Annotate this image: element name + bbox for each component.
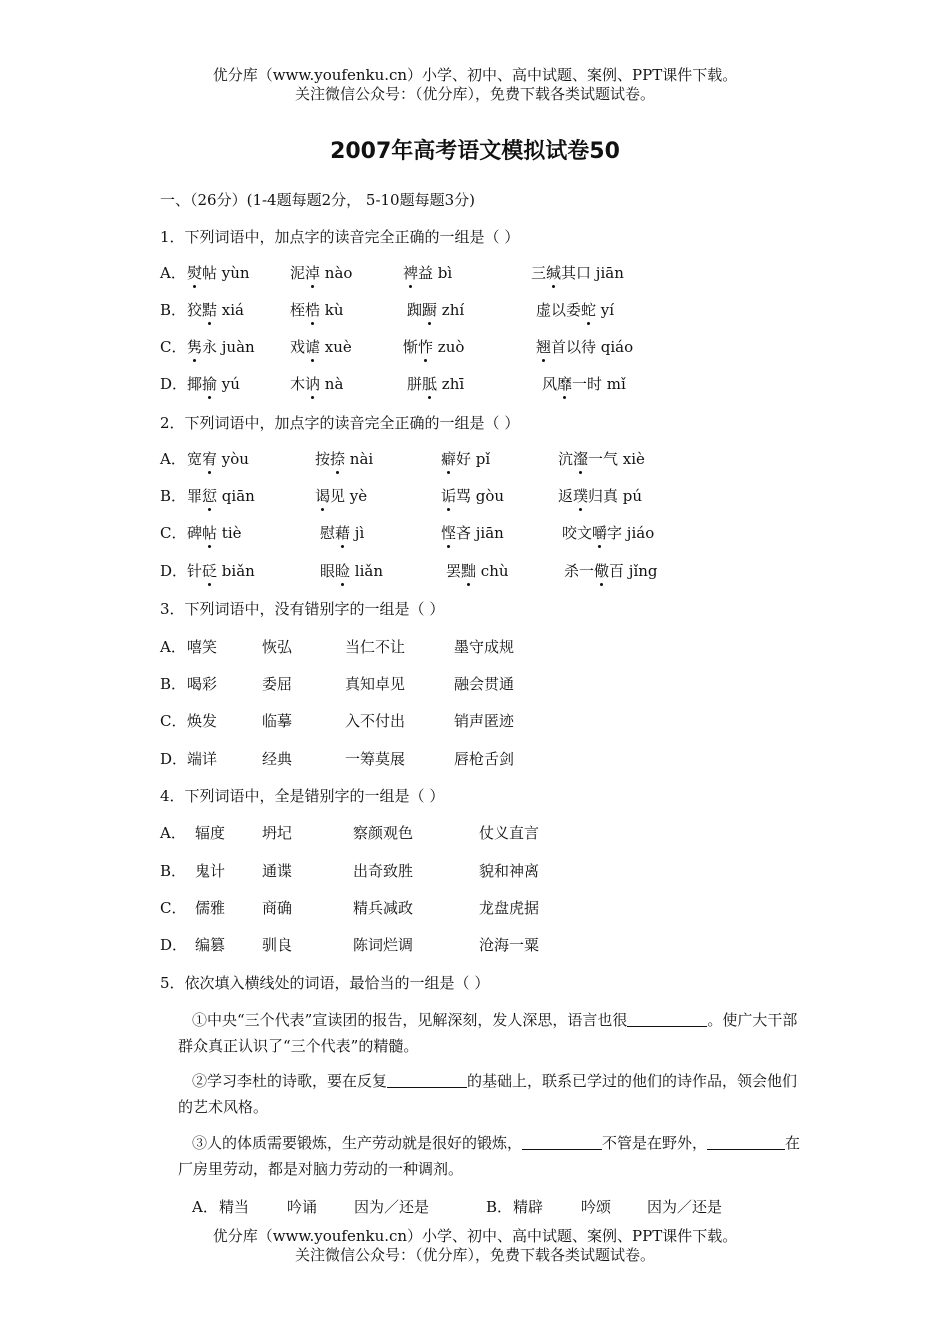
q3-stem: 3．下列词语中，没有错别字的一组是（ ） — [160, 600, 445, 618]
q2-c-word-3: 悭吝 jiān — [441, 524, 504, 542]
q2-b-word-3: 诟骂 gòu — [441, 487, 505, 505]
q5-sentence-1: ①中央“三个代表”宣读团的报告，见解深刻，发人深思，语言也很 。使广大干部群众真正认识了“三个代表”的精髓。 — [178, 1011, 798, 1055]
q1-a-word-2: 泥淖 nào — [290, 264, 353, 282]
q5-blank-4-end — [737, 1133, 785, 1150]
q2-d-word-4: 杀一儆百 jǐng — [564, 562, 658, 580]
q1-stem: 1．下列词语中，加点字的读音完全正确的一组是（ ） — [160, 228, 520, 246]
q5-blank-2 — [387, 1071, 467, 1088]
q5-blank-1 — [627, 1010, 707, 1027]
q1-a-word-1: 熨帖 yùn — [187, 264, 250, 282]
section-heading: 一、（26分）(1-4题每题2分， 5-10题每题3分) — [160, 191, 476, 209]
q2-b-word-4: 返璞归真 pú — [558, 487, 643, 505]
header-line-1: 优分库（www.youfenku.cn）小学、初中、高中试题、案例、PPT课件下载。 — [212, 66, 738, 84]
q2-a-word-2: 按捺 nài — [315, 450, 374, 468]
q2-a-word-1: 宽宥 yòu — [187, 450, 249, 468]
q2-d-word-2: 眼睑 liǎn — [320, 562, 383, 580]
q1-a-word-3: 裨益 bì — [403, 264, 453, 282]
q2-a-word-3: 癖好 pǐ — [441, 450, 491, 468]
footer-line-2: 关注微信公众号：（优分库），免费下载各类试题试卷。 — [294, 1246, 655, 1264]
q2-stem: 2．下列词语中，加点字的读音完全正确的一组是（ ） — [160, 414, 520, 432]
q1-d-word-4: 风靡一时 mǐ — [542, 375, 626, 393]
q2-c-word-2: 慰藉 jì — [320, 524, 365, 542]
q2-c-word-1: 碑帖 tiè — [187, 524, 242, 542]
page-title: 2007年高考语文模拟试卷50 — [330, 139, 620, 164]
q1-d-word-3: 胼胝 zhī — [407, 375, 465, 393]
page-footer — [0, 1227, 950, 1265]
q5-sentence-3: ③人的体质需要锻炼，生产劳动就是很好的锻炼， 不管是在野外， 在厂房里劳动，都是对脑力劳动的一种调剂。 — [178, 1134, 801, 1178]
q2-d-word-3: 罢黜 chù — [446, 562, 509, 580]
page-header — [0, 66, 950, 104]
q5-stem: 5．依次填入横线处的词语，最恰当的一组是（ ） — [160, 974, 490, 992]
q2-b-word-2: 谒见 yè — [315, 487, 368, 505]
q1-b-word-4: 虚以委蛇 yí — [536, 301, 615, 319]
q1-b-word-2: 桎梏 kù — [290, 301, 344, 319]
q1-d-word-2: 木讷 nà — [290, 375, 344, 393]
q1-c-word-4: 翘首以待 qiáo — [536, 338, 634, 356]
q1-b-word-3: 踟蹰 zhí — [407, 301, 465, 319]
q1-b-word-1: 狡黠 xiá — [187, 301, 244, 319]
q2-a-word-4: 沆瀣一气 xiè — [558, 450, 645, 468]
q5-blank-4-start — [707, 1133, 737, 1150]
header-line-2: 关注微信公众号：（优分库），免费下载各类试题试卷。 — [294, 85, 655, 103]
q1-d-word-1: 揶揄 yú — [187, 375, 240, 393]
q4-stem: 4．下列词语中，全是错别字的一组是（ ） — [160, 787, 445, 805]
q5-sentence-2: ②学习李杜的诗歌，要在反复 的基础上，联系已学过的他们的诗作品，领会他们的艺术风格。 — [178, 1072, 798, 1116]
q1-a-word-4: 三缄其口 jiān — [531, 264, 624, 282]
q1-c-word-3: 惭怍 zuò — [403, 338, 465, 356]
q2-d-word-1: 针砭 biǎn — [187, 562, 255, 580]
q2-c-word-4: 咬文嚼字 jiáo — [562, 524, 655, 542]
q1-c-word-1: 隽永 juàn — [187, 338, 255, 356]
q1-c-word-2: 戏谑 xuè — [290, 338, 352, 356]
q5-blank-3 — [522, 1133, 602, 1150]
footer-line-1: 优分库（www.youfenku.cn）小学、初中、高中试题、案例、PPT课件下载。 — [212, 1227, 738, 1245]
q2-b-word-1: 罪愆 qiān — [187, 487, 255, 505]
